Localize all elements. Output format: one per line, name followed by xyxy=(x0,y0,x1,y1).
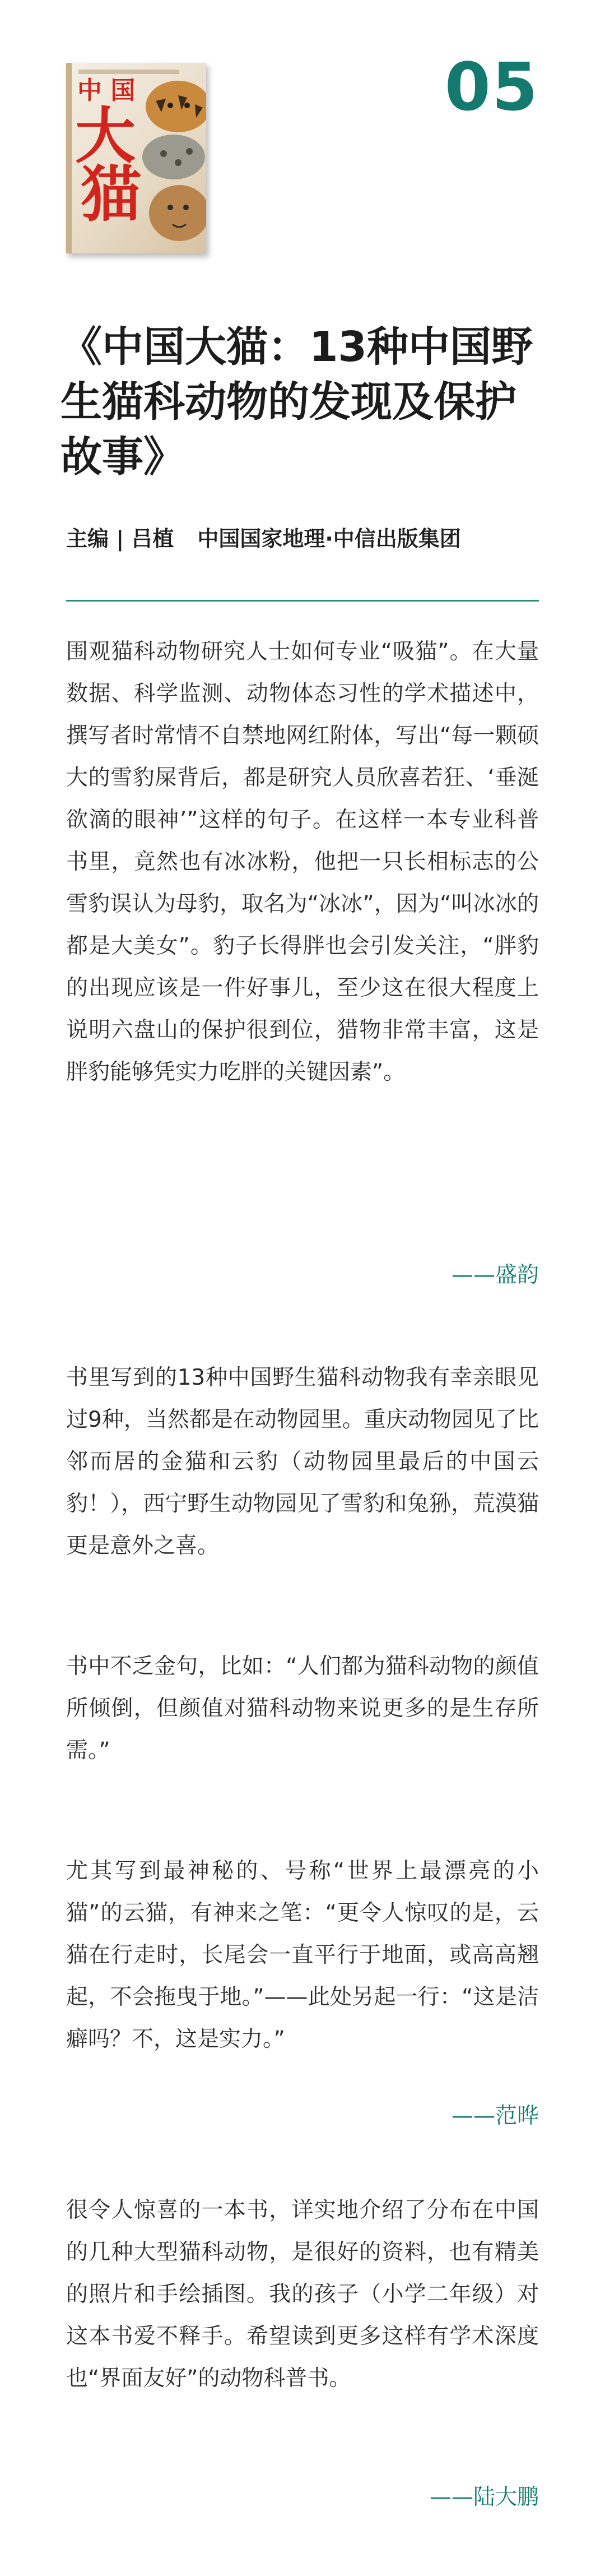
book-credits: 主编 | 吕植 中国国家地理·中信出版集团 xyxy=(66,526,461,551)
cover-title xyxy=(75,76,142,230)
book-title: 《中国大猫：13种中国野生猫科动物的发现及保护故事》 xyxy=(61,323,533,481)
cover-title-big1: 大 xyxy=(75,101,136,172)
publisher-name: 中国国家地理·中信出版集团 xyxy=(197,526,461,551)
cover-title-line1: 中 国 xyxy=(77,76,136,105)
review-3-reviewer: ——陆大鹏 xyxy=(429,2485,539,2510)
cover-spine xyxy=(66,63,72,253)
review-2-paragraph-2: 书中不乏金句，比如：“人们都为猫科动物的颜值所倾倒，但颜值对猫科动物来说更多的是生存所需。” xyxy=(66,1654,539,1763)
review-1-paragraph-1: 围观猫科动物研究人士如何专业“吸猫”。在大量数据、科学监测、动物体态习性的学术描述中，撰写者时常情不自禁地网红附体，写出“每一颗硕大的雪豹屎背后，都是研究人员欣喜若狂、‘垂涎欲滴的眼神’”这样的句子。在这样一本专业科普书里，竟然也有冰冰粉，他把一只长相标志的公雪豹误认为母豹，取名为“冰冰”，因为“叫冰冰的都是大美女”。豹子长得胖也会引发关注，“胖豹的出现应该是一件好事儿，至少这在很大程度上说明六盘山的保护很到位，猎物非常丰富，这是胖豹能够凭实力吃胖的关键因素”。 xyxy=(66,639,539,1085)
editor-label: 主编 xyxy=(66,526,109,551)
editor-name: 吕植 xyxy=(131,526,174,551)
book-cover-image xyxy=(66,63,206,253)
cover-title-big2: 猫 xyxy=(81,160,142,230)
wild-cat-illustration xyxy=(133,73,206,252)
review-3-paragraph-1: 很令人惊喜的一本书，详实地介绍了分布在中国的几种大型猫科动物，是很好的资料，也有精美的照片和手绘插图。我的孩子（小学二年级）对这本书爱不释手。希望读到更多这样有学术深度也“界面友好”的动物科普书。 xyxy=(66,2198,539,2391)
review-2-reviewer: ——范晔 xyxy=(451,2103,539,2129)
review-2-paragraph-3: 尤其写到最神秘的、号称“世界上最漂亮的小猫”的云猫，有神来之笔：“更令人惊叹的是，云猫在行走时，长尾会一直平行于地面，或高高翘起，不会拖曳于地。”——此处另起一行：“这是洁癖吗？不，这是实力。” xyxy=(66,1858,539,2052)
review-2-paragraph-1: 书里写到的13种中国野生猫科动物我有幸亲眼见过9种，当然都是在动物园里。重庆动物园见了比邻而居的金猫和云豹（动物园里最后的中国云豹！），西宁野生动物园见了雪豹和兔狲，荒漠猫更是意外之喜。 xyxy=(66,1365,539,1558)
section-number: 05 xyxy=(444,48,539,126)
review-1-reviewer: ——盛韵 xyxy=(451,1262,539,1288)
title-divider xyxy=(66,600,539,602)
